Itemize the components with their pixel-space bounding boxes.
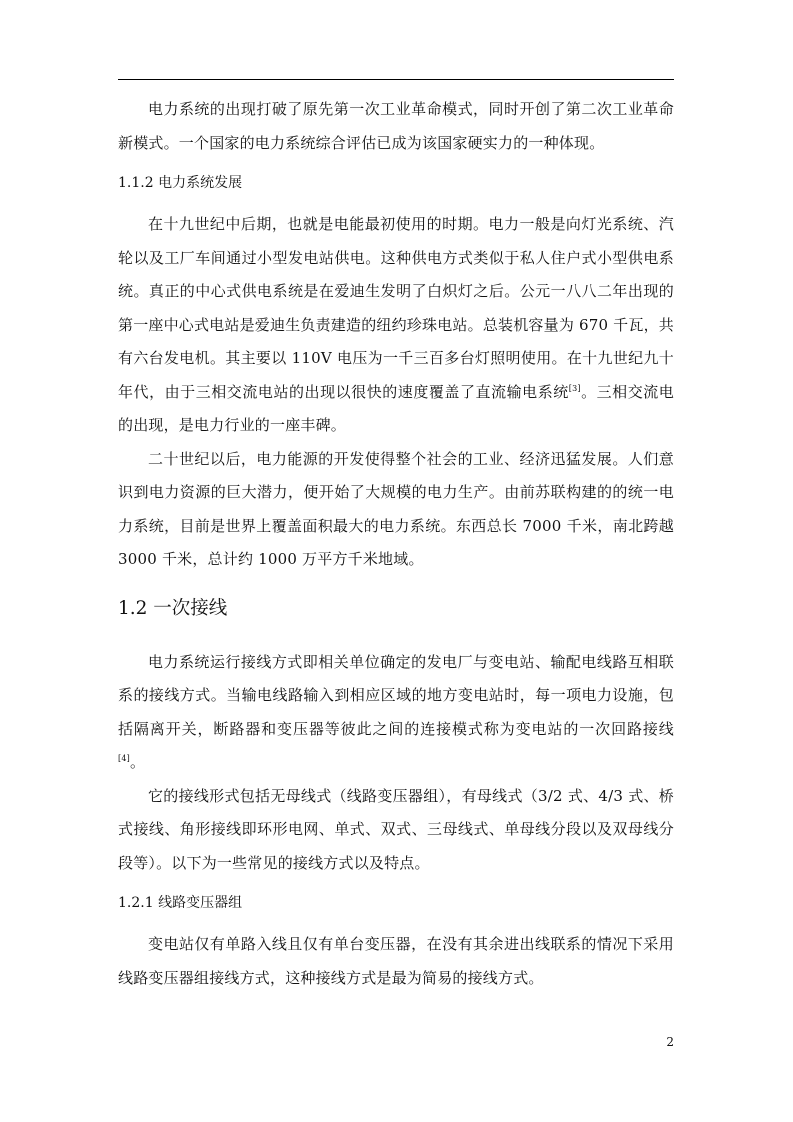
document-body xyxy=(118,93,674,995)
citation-4[interactable]: [4] xyxy=(118,754,130,763)
heading-1-2-1: 1.2.1 线路变压器组 xyxy=(118,895,243,911)
development-paragraph-2: 二十世纪以后，电力能源的开发使得整个社会的工业、经济迅猛发展。人们意识到电力资源的巨大潜力，便开始了大规模的电力生产。由前苏联构建的的统一电力系统，目前是世界上覆盖面积最大的电力系统。东西总长 7000 千米，南北跨越 3000 千米，总计约 1000 万平方千米地域。 xyxy=(118,449,674,568)
wiring-paragraph-1-text: 电力系统运行接线方式即相关单位确定的发电厂与变电站、输配电线路互相联系的接线方式。当输电线路输入到相应区域的地方变电站时，每一项电力设施，包括隔离开关，断路器和变压器等彼此之间的连接模式称为变电站的一次回路接线 xyxy=(118,652,674,738)
development-paragraph-1 xyxy=(118,208,674,443)
wiring-paragraph-1 xyxy=(118,646,674,780)
page-number: 2 xyxy=(666,1035,674,1049)
heading-1-2: 1.2 一次接线 xyxy=(118,597,228,619)
development-paragraph-1-tail: 。三相交流电的出现，是电力行业的一座丰碑。 xyxy=(118,382,675,434)
line-transformer-paragraph: 变电站仅有单路入线且仅有单台变压器，在没有其余进出线联系的情况下采用线路变压器组接线方式，这种接线方式是最为简易的接线方式。 xyxy=(118,935,674,987)
intro-paragraph: 电力系统的出现打破了原先第一次工业革命模式，同时开创了第二次工业革命新模式。一个国家的电力系统综合评估已成为该国家硬实力的一种体现。 xyxy=(118,100,674,152)
heading-1-1-2: 1.1.2 电力系统发展 xyxy=(118,175,243,191)
header-rule xyxy=(118,79,674,80)
wiring-paragraph-2: 它的接线形式包括无母线式（线路变压器组），有母线式（3/2 式、4/3 式、桥式接线、角形接线即环形电网、单式、双式、三母线式、单母线分段以及双母线分段等）。以下为一些常见的接线方式以及特点。 xyxy=(118,786,674,872)
wiring-paragraph-1-tail: 。 xyxy=(129,753,146,771)
development-paragraph-1-text: 在十九世纪中后期，也就是电能最初使用的时期。电力一般是向灯光系统、汽轮以及工厂车间通过小型发电站供电。这种供电方式类似于私人住户式小型供电系统。真正的中心式供电系统是在爱迪生发明了白炽灯之后。公元一八八二年出现的第一座中心式电站是爱迪生负责建造的纽约珍珠电站。总装机容量为 670 千瓦，共有六台发电机。其主要以 110V 电压为一千三百多台灯照明使用。在十九世纪九十年代，由于三相交流电站的出现以很快的速度覆盖了直流输电系统 xyxy=(118,215,674,401)
citation-3[interactable]: [3] xyxy=(568,383,581,393)
